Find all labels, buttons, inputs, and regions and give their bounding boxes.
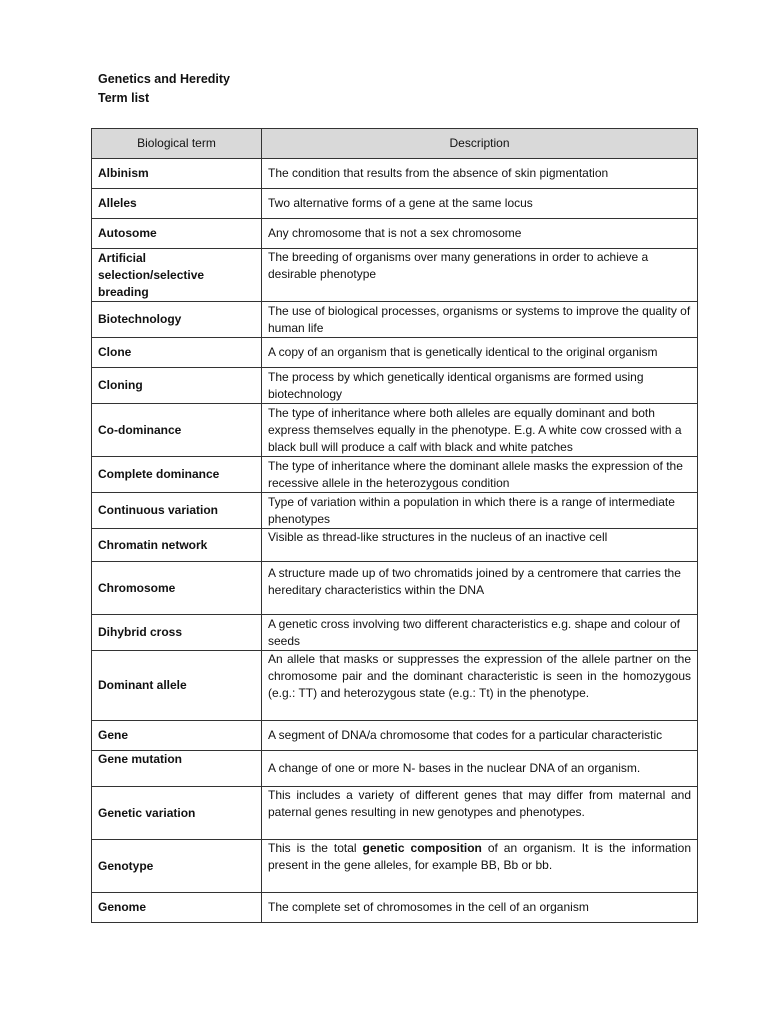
document-header xyxy=(98,70,230,108)
term-cell: Dominant allele xyxy=(92,651,262,721)
term-cell: Chromosome xyxy=(92,562,262,615)
column-header-term: Biological term xyxy=(92,129,262,159)
table-row xyxy=(92,404,698,457)
table-row xyxy=(92,562,698,615)
term-cell: Biotechnology xyxy=(92,302,262,338)
description-cell: The breeding of organisms over many generations in order to achieve a desirable phenotype xyxy=(262,249,698,302)
term-cell: Genome xyxy=(92,893,262,923)
term-cell: Albinism xyxy=(92,159,262,189)
description-cell: Type of variation within a population in which there is a range of intermediate phenotypes xyxy=(262,493,698,529)
table-row xyxy=(92,787,698,840)
description-cell: A segment of DNA/a chromosome that codes for a particular characteristic xyxy=(262,721,698,751)
table-row xyxy=(92,189,698,219)
table-row xyxy=(92,893,698,923)
description-cell: The type of inheritance where both alleles are equally dominant and both express themselves equally in the phenotype. E.g. A white cow crossed with a black bull will produce a calf with black and white patches xyxy=(262,404,698,457)
description-text: This is the total xyxy=(268,841,363,855)
description-cell: Visible as thread-like structures in the nucleus of an inactive cell xyxy=(262,529,698,562)
term-cell: Autosome xyxy=(92,219,262,249)
term-cell: Cloning xyxy=(92,368,262,404)
term-cell: Genetic variation xyxy=(92,787,262,840)
table-row xyxy=(92,219,698,249)
description-cell: The complete set of chromosomes in the cell of an organism xyxy=(262,893,698,923)
table-row xyxy=(92,529,698,562)
term-cell: Gene xyxy=(92,721,262,751)
table-header-row xyxy=(92,129,698,159)
table-row xyxy=(92,651,698,721)
description-cell xyxy=(262,840,698,893)
description-cell: Any chromosome that is not a sex chromosome xyxy=(262,219,698,249)
description-cell: A structure made up of two chromatids joined by a centromere that carries the hereditary characteristics within the DNA xyxy=(262,562,698,615)
term-cell: Dihybrid cross xyxy=(92,615,262,651)
term-cell: Chromatin network xyxy=(92,529,262,562)
term-cell: Continuous variation xyxy=(92,493,262,529)
table-row xyxy=(92,457,698,493)
document-title: Genetics and Heredity xyxy=(98,72,230,86)
document-subtitle: Term list xyxy=(98,91,150,105)
term-cell: Artificial selection/selective breading xyxy=(92,249,262,302)
description-cell: Two alternative forms of a gene at the same locus xyxy=(262,189,698,219)
table-row xyxy=(92,751,698,787)
term-cell: Genotype xyxy=(92,840,262,893)
description-cell: The use of biological processes, organisms or systems to improve the quality of human life xyxy=(262,302,698,338)
description-cell: A genetic cross involving two different characteristics e.g. shape and colour of seeds xyxy=(262,615,698,651)
table-row xyxy=(92,249,698,302)
term-cell: Gene mutation xyxy=(92,751,262,787)
table-row xyxy=(92,338,698,368)
table-row xyxy=(92,840,698,893)
term-table xyxy=(91,128,698,923)
description-bold-text: genetic composition xyxy=(362,841,482,855)
term-cell: Complete dominance xyxy=(92,457,262,493)
table-row xyxy=(92,368,698,404)
description-cell: A change of one or more N- bases in the nuclear DNA of an organism. xyxy=(262,751,698,787)
table-row xyxy=(92,721,698,751)
column-header-description: Description xyxy=(262,129,698,159)
description-text: of an organism. It is the information present in the gene alleles, for example BB, Bb or bb. xyxy=(268,841,691,872)
description-cell: A copy of an organism that is genetically identical to the original organism xyxy=(262,338,698,368)
table-row xyxy=(92,159,698,189)
description-cell: This includes a variety of different genes that may differ from maternal and paternal genes resulting in new genotypes and phenotypes. xyxy=(262,787,698,840)
description-cell: An allele that masks or suppresses the expression of the allele partner on the chromosome pair and the dominant characteristic is seen in the homozygous (e.g.: TT) and heterozygous state (e.g.: Tt) in the phenotype. xyxy=(262,651,698,721)
table-row xyxy=(92,493,698,529)
term-cell: Co-dominance xyxy=(92,404,262,457)
term-cell: Clone xyxy=(92,338,262,368)
description-cell: The type of inheritance where the dominant allele masks the expression of the recessive allele in the heterozygous condition xyxy=(262,457,698,493)
description-cell: The condition that results from the absence of skin pigmentation xyxy=(262,159,698,189)
table-row xyxy=(92,302,698,338)
description-cell: The process by which genetically identical organisms are formed using biotechnology xyxy=(262,368,698,404)
table-row xyxy=(92,615,698,651)
term-cell: Alleles xyxy=(92,189,262,219)
